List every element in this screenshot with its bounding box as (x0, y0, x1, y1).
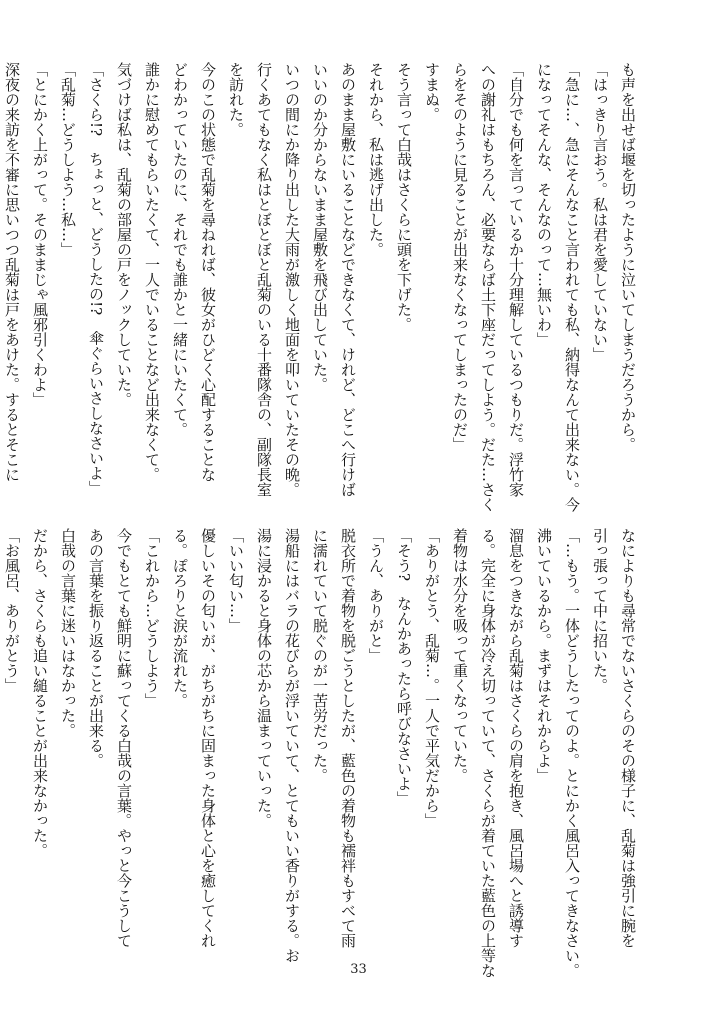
text-line: 「これから…どうしよう」 (143, 528, 161, 708)
text-line: 「自分でも何を言っているか十分理解しているつもりだ。浮竹家 (507, 62, 525, 497)
text-line: なによりも尋常でないさくらのその様子に、乱菊は強引に腕を (619, 528, 637, 948)
text-line: を訪れた。 (227, 62, 245, 137)
text-line: 誰かに慰めてもらいたくて、一人でいることなど出来なくて。 (143, 62, 161, 482)
text-line: 気づけば私は、乱菊の部屋の戸をノックしていた。 (115, 62, 133, 407)
text-line: らをそのように見ることが出来なくなってしまったのだ」 (451, 62, 469, 452)
text-line: それから、私は逃げ出した。 (367, 62, 385, 257)
text-line: に濡れていて脱ぐのが一苦労だった。 (311, 528, 329, 783)
text-line: 「そう? なんかあったら呼びなさいよ」 (395, 528, 413, 807)
text-line: あのまま屋敷にいることなどできなくて、けれど、どこへ行けば (339, 62, 357, 497)
text-line: すまぬ。 (423, 62, 441, 122)
text-line: 「乱菊…どうしよう…私…」 (59, 62, 77, 257)
text-line: 溜息をつきながら乱菊はさくらの肩を抱き、風呂場へと誘導す (507, 528, 525, 948)
text-line: 着物は水分を吸って重くなっていた。 (451, 528, 469, 783)
text-line: 今でもとても鮮明に蘇ってくる白哉の言葉。やっと今こうして (115, 528, 133, 948)
text-line: いいのか分からないまま屋敷を飛び出していた。 (311, 62, 329, 392)
text-line: 沸いているから。まずはそれからよ」 (535, 528, 553, 783)
text-line: 「はっきり言おう。私は君を愛していない」 (591, 62, 609, 362)
text-line: 行くあてもなく私はとぼとぼと乱菊のいる十番隊舎の、副隊長室 (255, 62, 273, 497)
text-line: 白哉の言葉に迷いはなかった。 (59, 528, 77, 738)
text-line: 深夜の来訪を不審に思いつつ乱菊は戸をあけた。するとそこに (3, 62, 21, 482)
text-line: も声を出せば堰を切ったように泣いてしまうだろうから。 (619, 62, 637, 452)
text-line: 「いい匂い…」 (227, 528, 245, 633)
text-line: あの言葉を振り返ることが出来る。 (87, 528, 105, 768)
text-line: 引っ張って中に招いた。 (591, 528, 609, 693)
text-line: になってそんな、そんなのって…無いわ」 (535, 62, 553, 347)
text-line: 「とにかく上がって。そのままじゃ風邪引くわよ」 (31, 62, 49, 407)
text-line: 優しいその匂いが、がちがちに固まった身体と心を癒してくれ (199, 528, 217, 948)
text-line: どわかっていたのに、それでも誰かと一緒にいたくて。 (171, 62, 189, 437)
text-line: 「うん、ありがと」 (367, 528, 385, 663)
text-line: への謝礼はもちろん、必要ならば土下座だってしよう。だた…さく (479, 62, 497, 512)
text-line: 「急に…、急にそんなこと言われても私、納得なんて出来ない。今 (563, 62, 581, 512)
text-line: る。ぽろりと涙が流れた。 (171, 528, 189, 708)
text-line: いつの間にか降り出した大雨が激しく地面を叩いていたその晩。 (283, 62, 301, 497)
text-line: 「ありがとう、乱菊…。一人で平気だから」 (423, 528, 441, 828)
text-line: そう言って白哉はさくらに頭を下げた。 (395, 62, 413, 332)
text-line: 「…もう。一体どうしたってのよ。とにかく風呂入ってきなさい。 (563, 528, 581, 978)
text-line: 脱衣所で着物を脱ごうとしたが、藍色の着物も襦袢もすべて雨 (339, 528, 357, 948)
text-line: る。完全に身体が冷え切っていて、さくらが着ていた藍色の上等な (479, 528, 497, 978)
text-line: 「さくら!? ちょっと、どうしたの!? 傘ぐらいさしなさいよ」 (87, 62, 105, 496)
text-line: 湯船にはバラの花びらが浮いていて、とてもいい香りがする。お (283, 528, 301, 963)
upper-text-block (3, 62, 642, 514)
text-line: 今のこの状態で乱菊を尋ねれば、彼女がひどく心配することな (199, 62, 217, 482)
text-line: 「お風呂、ありがとう」 (3, 528, 21, 693)
text-line: だから、さくらも追い縋ることが出来なかった。 (31, 528, 49, 858)
page-number: 33 (350, 962, 367, 977)
text-line: 湯に浸かると身体の芯から温まっていった。 (255, 528, 273, 828)
lower-text-block (3, 528, 642, 980)
